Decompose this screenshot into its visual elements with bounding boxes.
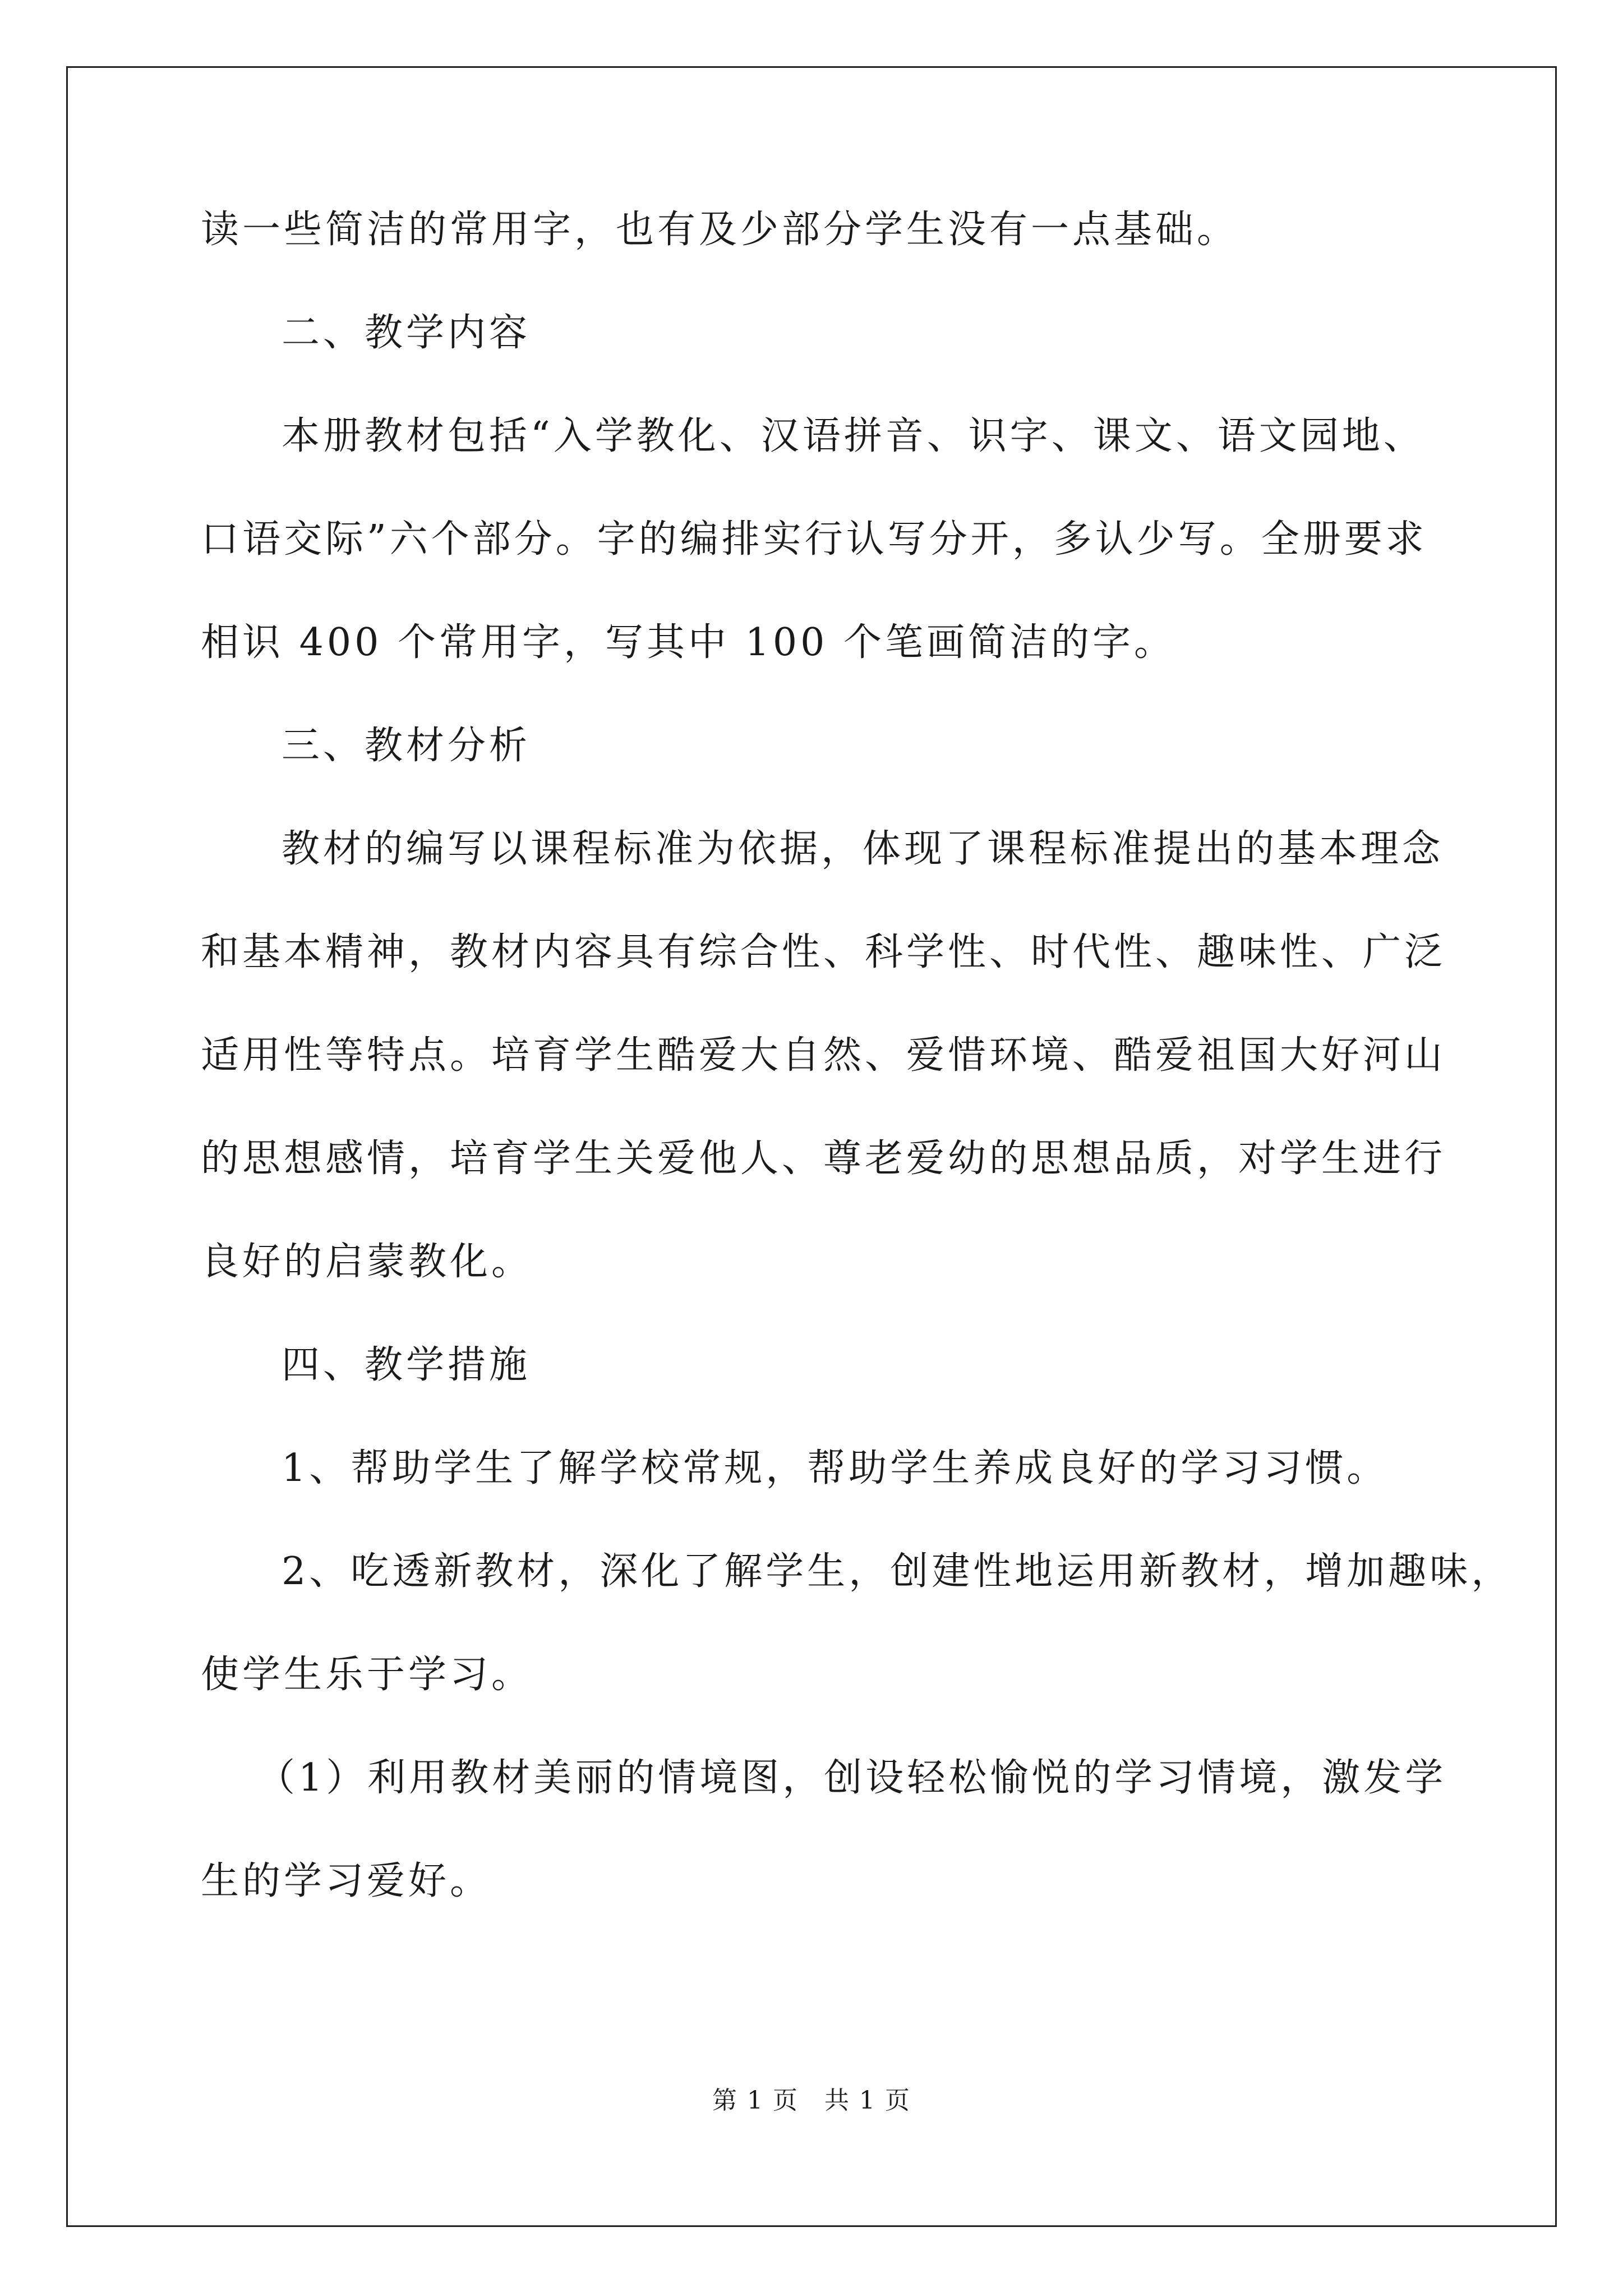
text-line: 1、帮助学生了解学校常规，帮助学生养成良好的学习习惯。 xyxy=(282,1446,1389,1490)
text-line: 适用性等特点。培育学生酷爱大自然、爱惜环境、酷爱祖国大好河山 xyxy=(201,1033,1446,1078)
text-line: 使学生乐于学习。 xyxy=(201,1653,533,1697)
text-line: 相识 400 个常用字，写其中 100 个笔画简洁的字。 xyxy=(201,620,1176,665)
text-line: （1）利用教材美丽的情境图，创设轻松愉悦的学习情境，激发学 xyxy=(257,1756,1447,1800)
text-line: 教材的编写以课程标准为依据，体现了课程标准提出的基本理念 xyxy=(282,827,1444,871)
text-line: 的思想感情，培育学生关爱他人、尊老爱幼的思想品质，对学生进行 xyxy=(201,1137,1446,1181)
section-heading: 三、教材分析 xyxy=(282,724,531,768)
section-heading: 二、教学内容 xyxy=(282,311,531,355)
page-number: 第 1 页 共 1 页 xyxy=(712,2086,911,2115)
text-line: 生的学习爱好。 xyxy=(201,1859,492,1903)
text-line: 良好的启蒙教化。 xyxy=(201,1240,533,1284)
section-heading: 四、教学措施 xyxy=(282,1343,531,1387)
text-line: 本册教材包括“入学教化、汉语拼音、识字、课文、语文园地、 xyxy=(282,414,1425,458)
text-line: 读一些简洁的常用字，也有及少部分学生没有一点基础。 xyxy=(201,208,1239,252)
text-line: 口语交际”六个部分。字的编排实行认写分开，多认少写。全册要求 xyxy=(201,517,1427,562)
text-line: 和基本精神，教材内容具有综合性、科学性、时代性、趣味性、广泛 xyxy=(201,930,1446,974)
text-line: 2、吃透新教材，深化了解学生，创建性地运用新教材，增加趣味， xyxy=(282,1549,1513,1594)
